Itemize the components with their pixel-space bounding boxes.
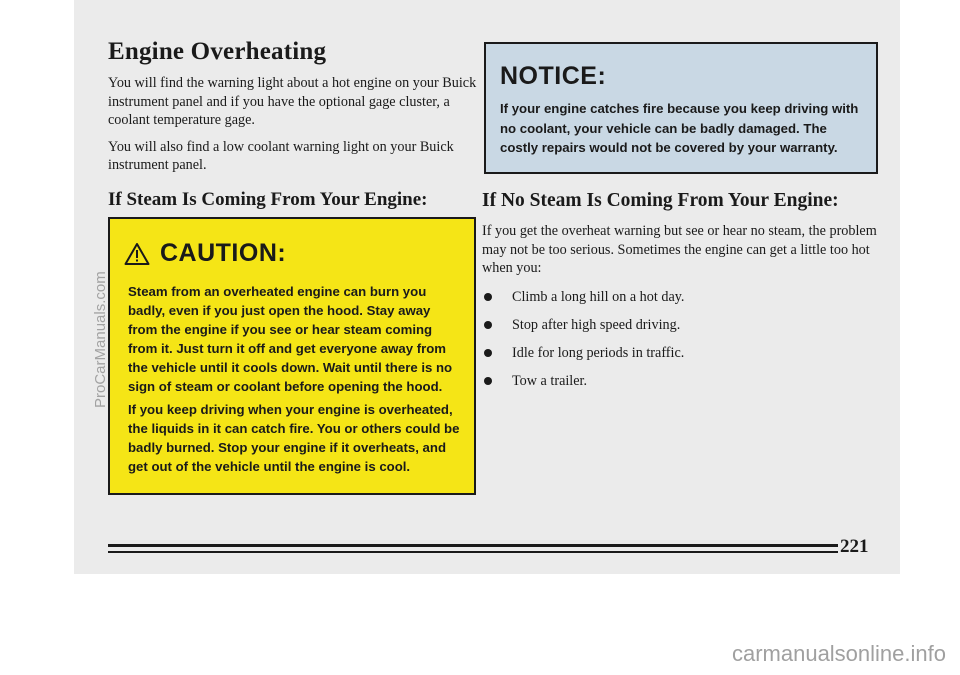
list-item (482, 316, 882, 334)
bullet-icon (484, 321, 492, 329)
caution-paragraph-1: Steam from an overheated engine can burn you badly, even if you just open the hood. Stay away from the engine if you see or hear steam coming from it. Just turn it off and get everyone away from the vehicle until it cools down. Wait until there is no sign of steam or coolant before opening the hood. (128, 284, 453, 394)
list-item-text: Tow a trailer. (512, 372, 588, 389)
caution-paragraph-2: If you keep driving when your engine is overheated, the liquids in it can catch fire. You or others could be badly burned. Stop your engine if it overheats, and get out of the vehicle until the engine is cool. (128, 402, 460, 474)
list-item (482, 288, 882, 306)
no-steam-heading: If No Steam Is Coming From Your Engine: (482, 190, 839, 211)
caution-header (124, 239, 460, 268)
intro-paragraph-1: You will find the warning light about a hot engine on your Buick instrument panel and if you have the optional gage cluster, a coolant temperature gage. (108, 75, 477, 128)
footer-rule-thin (108, 551, 838, 553)
list-item (482, 372, 882, 390)
list-item-text: Idle for long periods in traffic. (512, 344, 685, 361)
footer-rule-thick (108, 544, 838, 547)
conditions-list (482, 288, 882, 390)
list-item (482, 344, 882, 362)
notice-box (484, 42, 878, 174)
no-steam-paragraph: If you get the overheat warning but see or hear no steam, the problem may not be too serious. Sometimes the engine can get a little too hot when you: (482, 223, 877, 276)
list-item-text: Stop after high speed driving. (512, 316, 681, 333)
notice-text: If your engine catches fire because you keep driving with no coolant, your vehicle can be badly damaged. The costly repairs would not be covered by your warranty. (500, 101, 859, 155)
list-item-text: Climb a long hill on a hot day. (512, 288, 685, 305)
page-title: Engine Overheating (108, 38, 327, 65)
bullet-icon (484, 349, 492, 357)
caution-box (108, 217, 476, 495)
bottom-watermark[interactable]: carmanualsonline.info (731, 641, 946, 666)
warning-triangle-icon (124, 242, 150, 266)
left-column (108, 38, 486, 211)
bullet-icon (484, 293, 492, 301)
intro-paragraph-2: You will also find a low coolant warning light on your Buick instrument panel. (108, 138, 454, 173)
steam-heading: If Steam Is Coming From Your Engine: (108, 188, 428, 210)
bullet-icon (484, 377, 492, 385)
side-watermark: ProCarManuals.com (92, 271, 109, 408)
notice-title: NOTICE: (500, 62, 607, 90)
page-number: 221 (840, 536, 869, 557)
caution-title: CAUTION: (160, 239, 287, 267)
no-steam-section (482, 190, 882, 390)
